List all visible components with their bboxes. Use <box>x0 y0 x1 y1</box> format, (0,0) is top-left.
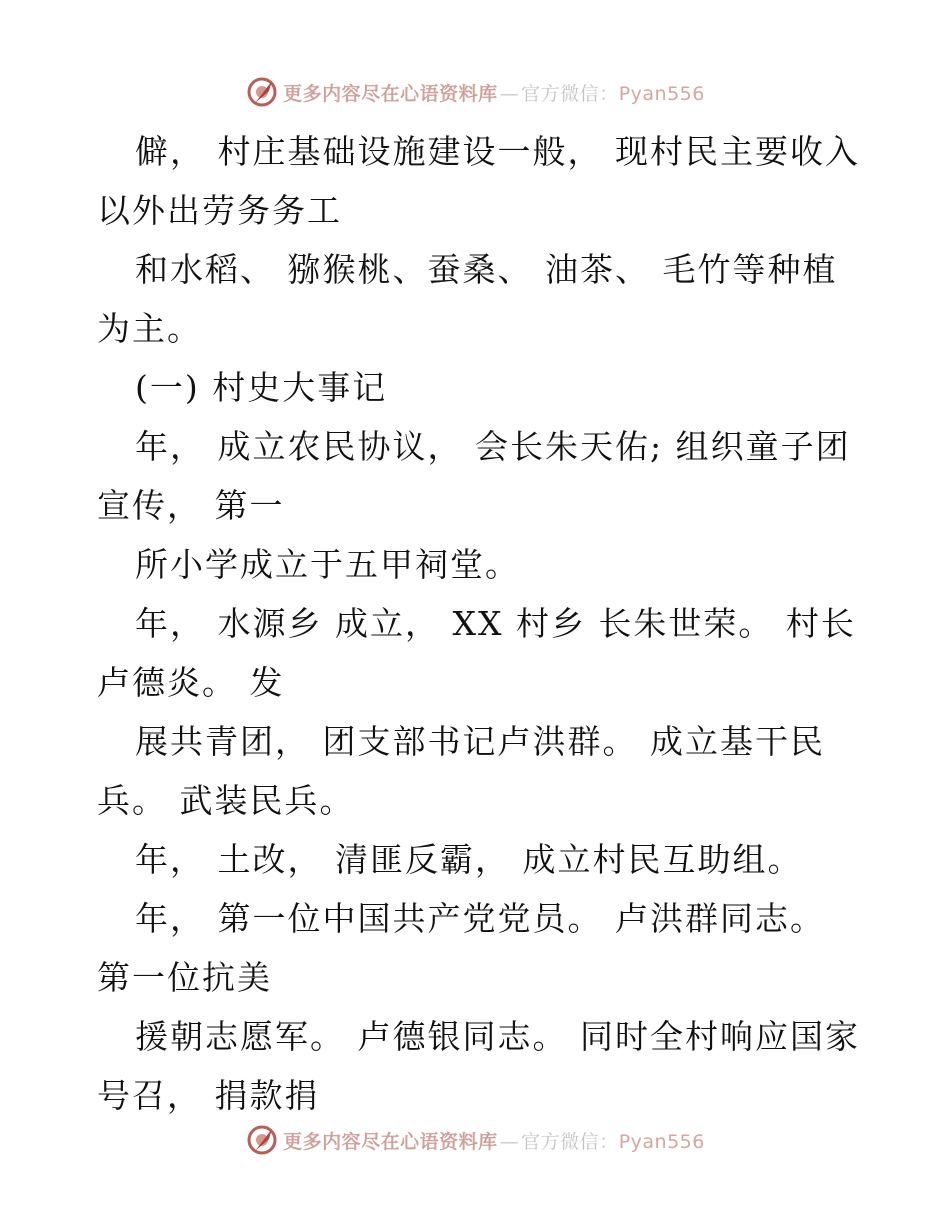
text-line: 第一位抗美 <box>97 958 272 997</box>
text-line: 年， 水源乡 成立， XX 村乡 长朱世荣。 村长 <box>135 604 856 643</box>
text-line: 为主。 <box>97 309 202 348</box>
text-line: 年， 成立农民协议， 会长朱天佑; 组织童子团 <box>135 427 851 466</box>
text-line: (一) 村史大事记 <box>135 368 388 407</box>
watermark-text: 更多内容尽在心语资料库 — 官方微信：Pyan556 <box>283 1130 705 1153</box>
text-line: 号召， 捐款捐 <box>97 1076 320 1115</box>
text-line: 所小学成立于五甲祠堂。 <box>135 545 520 584</box>
text-line: 援朝志愿军。 卢德银同志。 同时全村响应国家 <box>135 1017 860 1056</box>
text-line: 兵。 武装民兵。 <box>97 781 355 820</box>
watermark-text: 更多内容尽在心语资料库 — 官方微信：Pyan556 <box>283 82 705 105</box>
quill-logo-icon <box>245 75 279 109</box>
text-line: 展共青团， 团支部书记卢洪群。 成立基干民 <box>135 722 825 761</box>
text-line: 和水稻、 猕猴桃、蚕桑、 油茶、 毛竹等种植 <box>135 250 838 289</box>
footer-watermark <box>0 1120 950 1160</box>
quill-logo-icon <box>245 1123 279 1157</box>
text-line: 僻， 村庄基础设施建设一般， 现村民主要收入 <box>135 132 860 171</box>
text-line: 年， 土改， 清匪反霸， 成立村民互助组。 <box>135 840 803 879</box>
text-line: 以外出劳务务工 <box>97 191 342 230</box>
text-line: 卢德炎。 发 <box>97 663 285 702</box>
header-watermark <box>0 72 950 112</box>
text-line: 宣传， 第一 <box>97 486 285 525</box>
document-body <box>97 122 860 1125</box>
text-line: 年， 第一位中国共产党党员。 卢洪群同志。 <box>135 899 825 938</box>
